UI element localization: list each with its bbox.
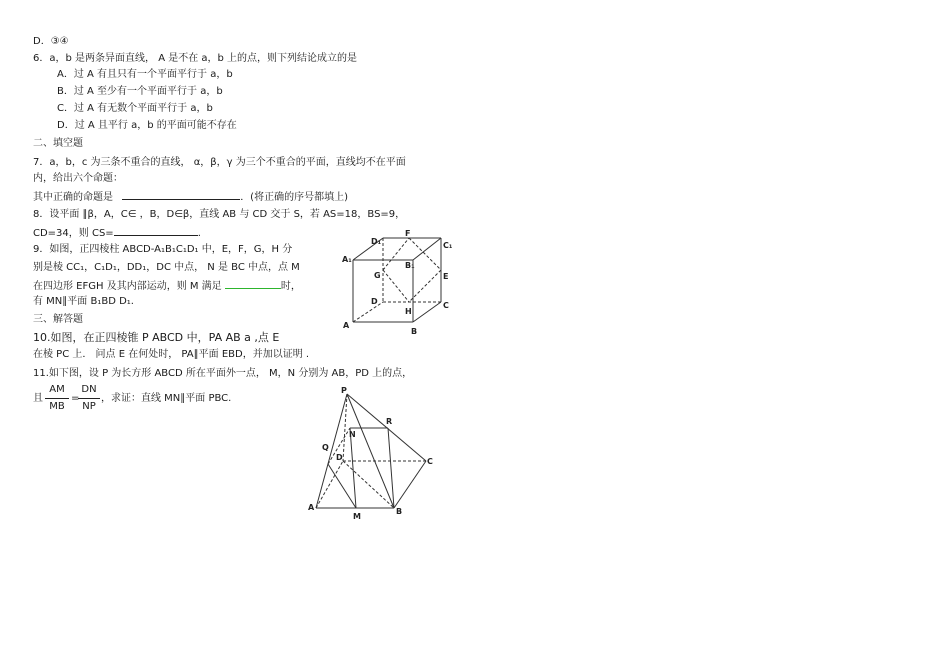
question-10-cont: 在棱 PC 上． 问点 E 在何处时， PA∥平面 EBD，并加以证明 .	[33, 349, 310, 360]
question-7-cont: 内，给出六个命题：	[33, 173, 123, 184]
question-9-cont3: 有 MN∥平面 B₁BD D₁.	[33, 296, 134, 307]
question-10: 10.如图，在正四棱锥 P ABCD 中，PA AB a ,点 E	[33, 331, 280, 344]
q11-and: 且	[33, 393, 43, 404]
pyramid-figure	[306, 384, 436, 524]
question-7-answer	[33, 189, 348, 204]
label-f: F	[405, 229, 411, 238]
label-g: G	[374, 271, 381, 280]
label-m: M	[353, 512, 361, 521]
label-b1: B₁	[405, 261, 415, 270]
q9-prompt: 在四边形 EFGH 及其内部运动，则 M 满足	[33, 281, 222, 292]
question-9-cont2	[33, 278, 301, 293]
prism-figure	[333, 226, 465, 342]
label-c: C	[427, 457, 433, 466]
question-7: 7．a，b，c 为三条不重合的直线， α，β，γ 为三个不重合的平面，直线均不在平面	[33, 157, 406, 168]
fraction-am-num: AM	[49, 384, 65, 395]
label-d: D	[371, 297, 378, 306]
label-h: H	[405, 307, 412, 316]
q6-option-b: B．过 A 至少有一个平面平行于 a，b	[57, 86, 223, 97]
q11-statement: ，求证：直线 MN∥平面 PBC.	[101, 393, 232, 404]
q8-suffix: .	[197, 228, 201, 239]
label-a: A	[308, 503, 315, 512]
pyramid-diagram	[306, 384, 436, 524]
prism-diagram	[333, 226, 465, 342]
q6-option-c: C．过 A 有无数个平面平行于 a，b	[57, 103, 213, 114]
label-b: B	[411, 327, 418, 336]
q9-suffix: 时，	[280, 281, 301, 292]
question-8-cont	[33, 225, 201, 240]
question-8: 8．设平面 ∥β，A，C∈ ，B，D∈β，直线 AB 与 CD 交于 S，若 AS=18，BS=9，	[33, 209, 406, 220]
label-c1: C₁	[443, 241, 453, 250]
section-fill-in: 二、填空题	[33, 138, 83, 149]
question-9: 9．如图，正四棱柱 ABCD-A₁B₁C₁D₁ 中，E，F，G，H 分	[33, 244, 293, 255]
fraction-mb-den: MB	[49, 401, 65, 412]
fraction-am-mb	[45, 383, 69, 414]
q6-option-a: A．过 A 有且只有一个平面平行于 a，b	[57, 69, 233, 80]
label-a: A	[343, 321, 350, 330]
q7-suffix: ．(将正确的序号都填上)	[240, 192, 348, 203]
question-9-cont: 别是棱 CC₁，C₁D₁，DD₁，DC 中点， N 是 BC 中点，点 M	[33, 262, 300, 273]
q7-answer-blank[interactable]	[122, 189, 240, 200]
section-answers: 三、解答题	[33, 314, 83, 325]
q7-prompt: 其中正确的命题是	[33, 192, 113, 203]
q8-prompt: CD=34，则 CS=	[33, 228, 114, 239]
fraction-np-den: NP	[82, 401, 96, 412]
label-n: N	[349, 430, 356, 439]
label-a1: A₁	[342, 255, 352, 264]
label-p: P	[341, 386, 347, 395]
label-d: D	[336, 453, 343, 462]
fraction-dn-num: DN	[81, 384, 97, 395]
label-r: R	[386, 417, 393, 426]
question-6: 6．a，b 是两条异面直线， A 是不在 a，b 上的点，则下列结论成立的是	[33, 53, 358, 64]
option-d-prev: D．③④	[33, 36, 69, 47]
label-d1: D₁	[371, 237, 382, 246]
label-c: C	[443, 301, 449, 310]
label-b: B	[396, 507, 403, 516]
fraction-dn-np	[78, 383, 100, 414]
label-q: Q	[322, 443, 329, 452]
q8-answer-blank[interactable]	[114, 225, 198, 236]
equals-sign: =	[71, 393, 80, 404]
label-e: E	[443, 272, 449, 281]
question-11: 11.如下图，设 P 为长方形 ABCD 所在平面外一点， M，N 分别为 AB，PD 上的点，	[33, 368, 413, 379]
q9-answer-blank[interactable]	[225, 278, 281, 289]
q6-option-d: D．过 A 且平行 a，b 的平面可能不存在	[57, 120, 237, 131]
